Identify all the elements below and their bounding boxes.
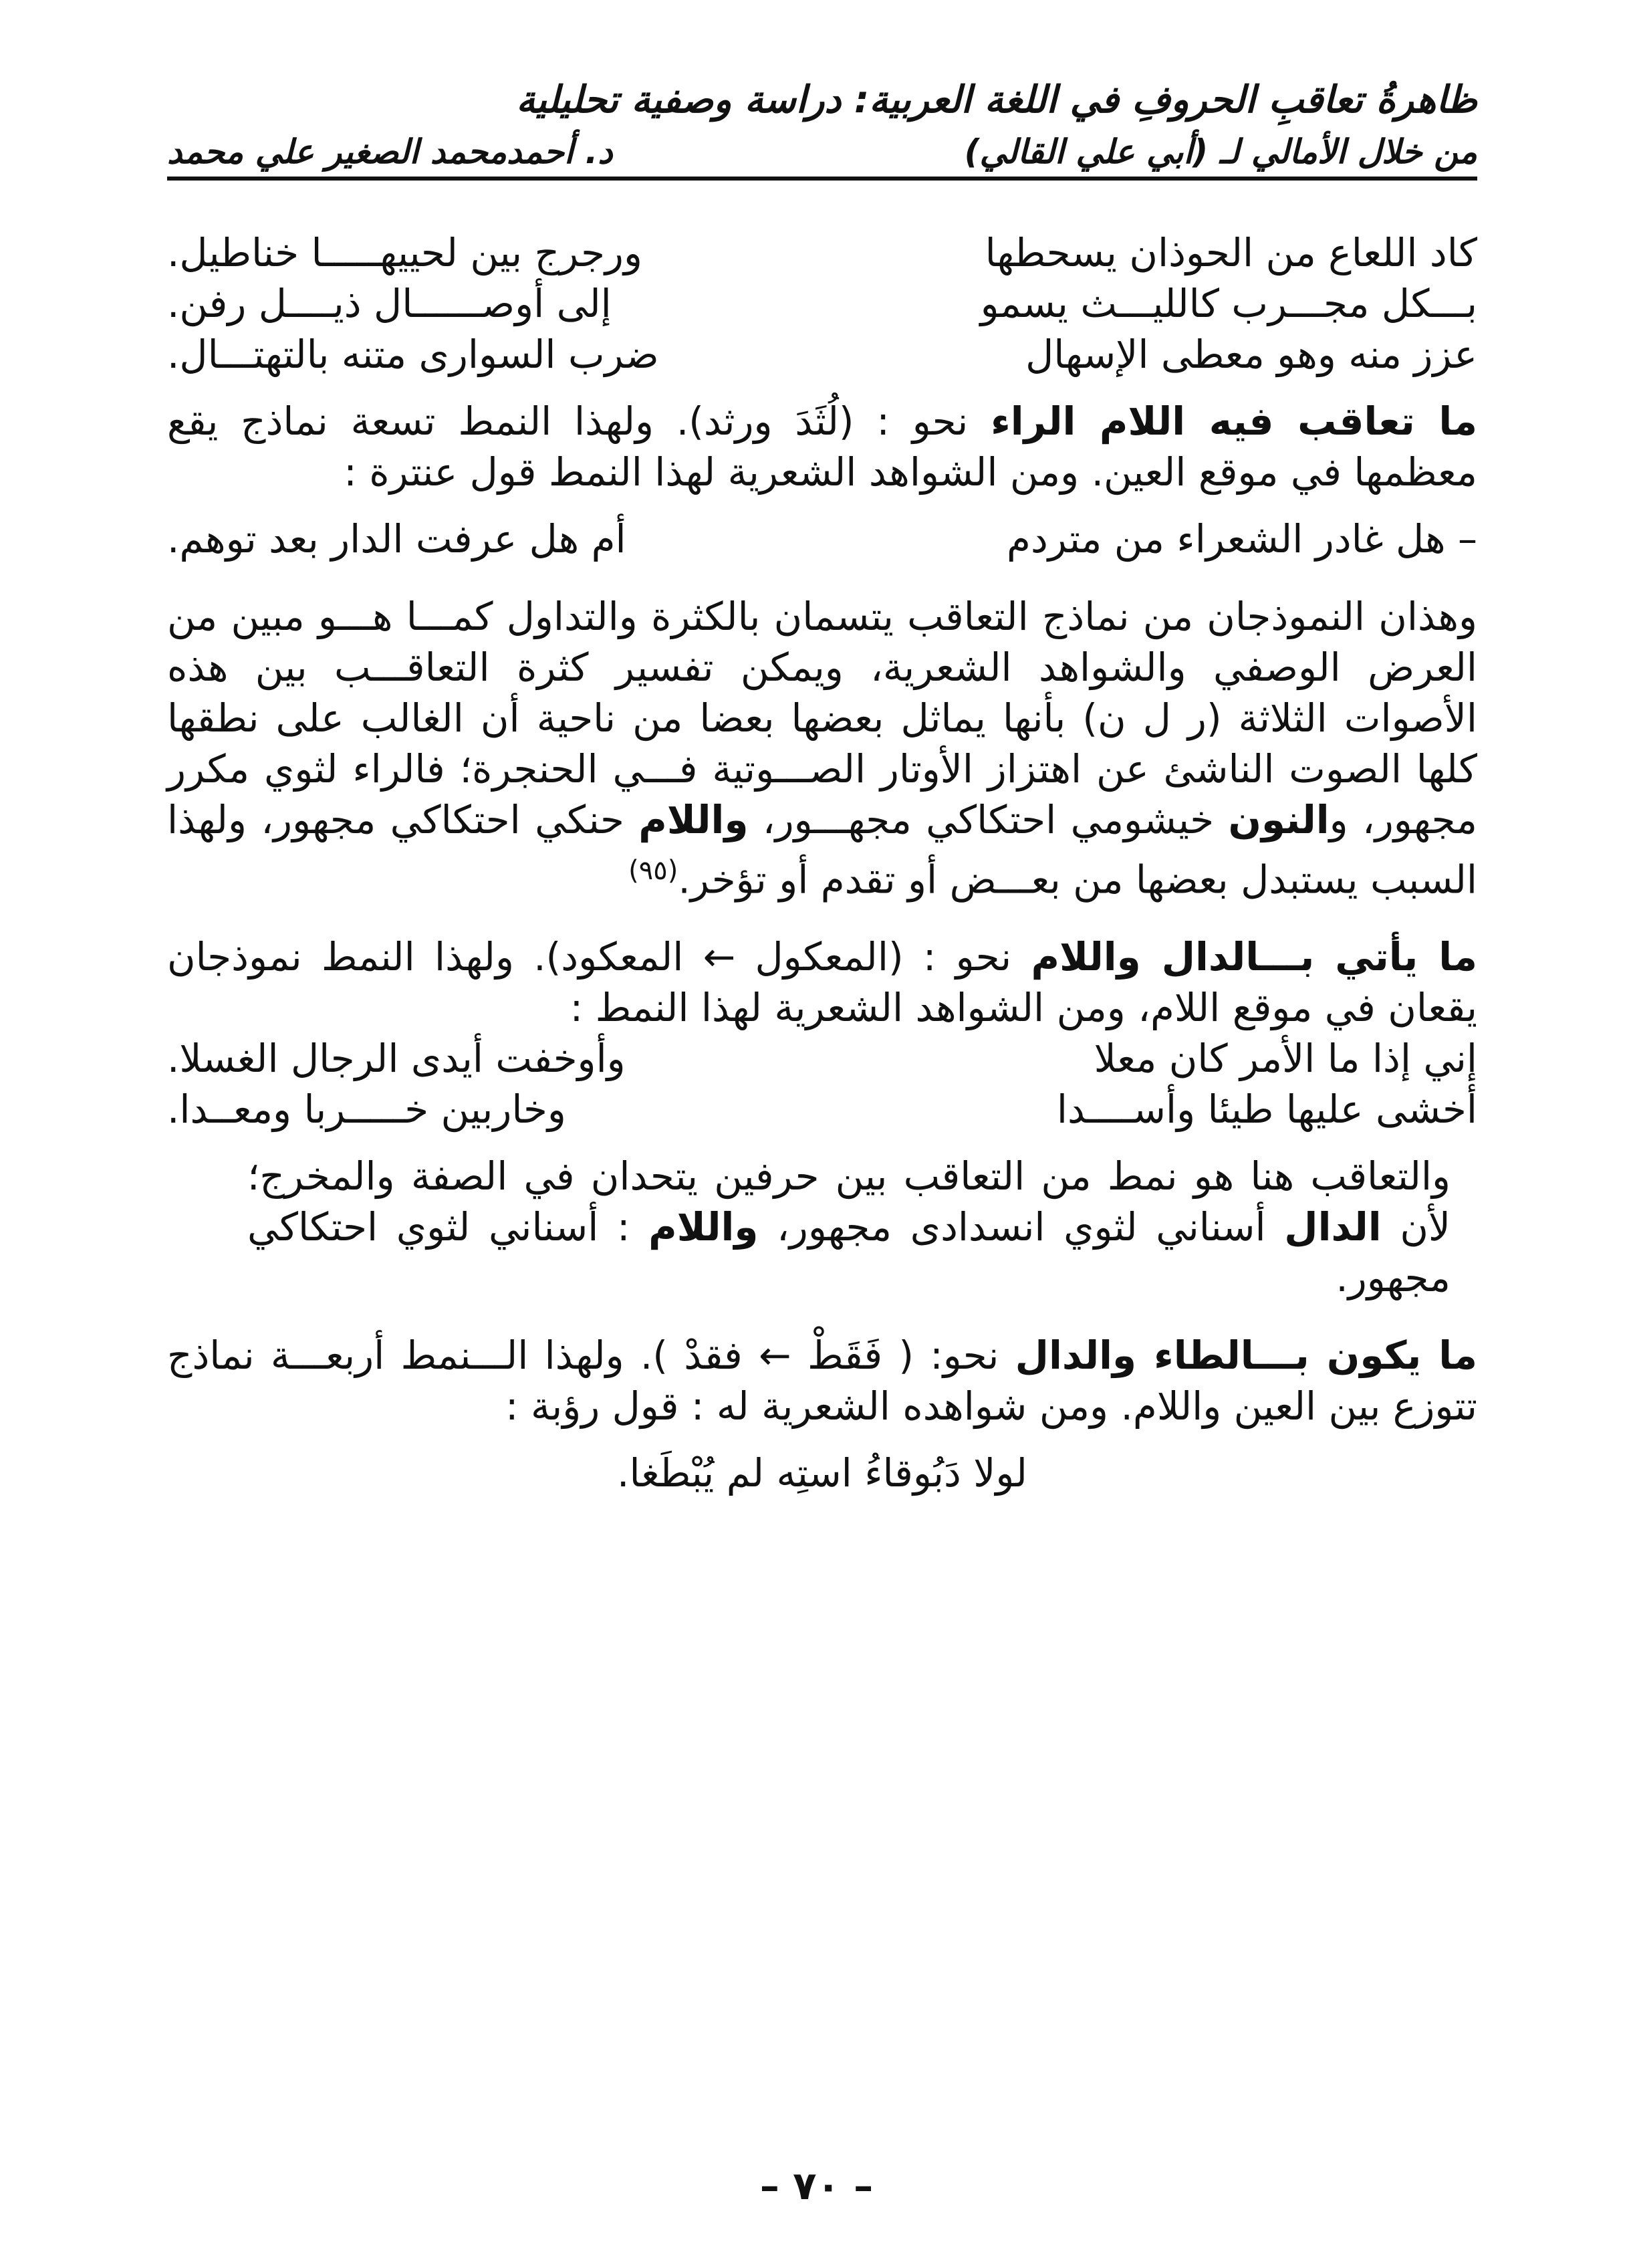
verse-line [167,329,1477,380]
bold-term: واللام [648,1204,759,1250]
verse-second-hemistich: ورجرج بين لحييهـــــا خناطيل. [167,230,642,275]
paragraph-text: نحو : (لُثَدَ ورثد). ولهذا النمط تسعة نماذج يقع معظمها في موقع العين. ومن الشواهد الشعرية لهذا النمط قول عنترة : [167,399,1477,495]
verse-second-hemistich: إلى أوصــــــال ذيــــل رفن. [167,281,612,326]
header-row [167,128,1477,175]
verse-line [167,514,1477,564]
paragraph-text: والتعاقب هنا هو نمط من التعاقب بين حرفين يتحدان في الصفة والمخرج؛ لأن [247,1153,1451,1250]
paragraph-text: : أسناني لثوي احتكاكي مجهور. [247,1204,1451,1301]
page-body [167,227,1477,1498]
page-header [167,72,1477,181]
section-paragraph-ta-dal [167,1330,1477,1432]
verse-second-hemistich: أم هل عرفت الدار بعد توهم. [167,516,626,562]
verse-first-hemistich: بـــكل مجـــرب كالليـــث يسمو [980,281,1477,326]
header-divider [167,177,1477,181]
header-author: د. أحمدمحمد الصغير علي محمد [167,132,613,171]
paragraph-text: حنكي احتكاكي مجهور، ولهذا السبب يستبدل بعضها من بعـــض أو تقدم أو تؤخر. [167,797,1477,903]
section-heading: ما يكون بـــالطاء والدال [1015,1333,1477,1379]
paragraph-text: خيشومي احتكاكي مجهـــور، [748,797,1229,842]
bold-term: النون [1228,797,1330,842]
verse-line [167,278,1477,329]
section-paragraph-dal-lam [167,931,1477,1033]
paragraph-text: أسناني لثوي انسدادى مجهور، [758,1204,1285,1250]
verse-line [167,227,1477,278]
verse-first-hemistich: عزز منه وهو معطى الإسهال [1025,332,1477,377]
header-title: ظاهرةُ تعاقبِ الحروفِ في اللغة العربية: دراسة وصفية تحليلية [516,78,1477,122]
page-number: – ٧٠ – [759,2163,874,2208]
verse-first-hemistich: – هل غادر الشعراء من متردم [1007,516,1477,562]
paragraph-text: نحو : (المعكول ← المعكود). ولهذا النمط نموذجان يقعان في موقع اللام، ومن الشواهد الشعرية لهذا النمط : [167,934,1477,1031]
explanation-paragraph [167,591,1477,905]
verse-second-hemistich: وخاربين خـــــربا ومعــدا. [167,1087,566,1133]
section-heading: ما تعاقب فيه اللام الراء [991,399,1478,444]
footnote-marker: (٩٥) [628,855,678,886]
verse-second-hemistich: وأوخفت أيدى الرجال الغسلا. [167,1036,626,1082]
paragraph-text: وهذان النموذجان من نماذج التعاقب يتسمان بالكثرة والتداول كمـــا هـــو مبين من العرض الوصفي والشواهد الشعرية، ويمكن تفسير كثرة التعاقـــب بين هذه الأصوات الثلاثة (ر ل ن) بأنها يماثل بعضها بعضا من ناحية أن الغالب على نطقها كلها الصوت الناشئ عن اهتزاز الأوتار الصـــوتية فـــي الحنجرة؛ فالراء لثوي مكرر مجهور، و [167,594,1477,842]
verse-line [167,1033,1477,1084]
section-paragraph-lam-ra [167,396,1477,497]
header-subtitle: من خلال الأمالي لـ (أبي علي القالي) [964,132,1477,171]
verse-line [167,1084,1477,1135]
verse-line-centered: لولا دَبُوقاءُ استِه لم يُبْطَغا. [617,1450,1027,1496]
verse-first-hemistich: إني إذا ما الأمر كان معلا [1094,1036,1477,1082]
explanation-paragraph [167,1151,1477,1303]
verse-first-hemistich: أخشى عليها طيئا وأســــدا [1056,1087,1477,1133]
paragraph-text: نحو: ( فَقَطْ ← فقدْ ). ولهذا الـــنمط أربعـــة نماذج تتوزع بين العين واللام. ومن شواهده الشعرية له : قول رؤبة : [167,1333,1477,1430]
section-heading: ما يأتي بـــالدال واللام [1031,934,1477,980]
verse-first-hemistich: كاد اللعاع من الحوذان يسحطها [985,230,1477,275]
verse-second-hemistich: ضرب السوارى متنه بالتهتـــال. [167,332,659,377]
bold-term: الدال [1284,1204,1382,1250]
bold-term: واللام [638,797,749,842]
